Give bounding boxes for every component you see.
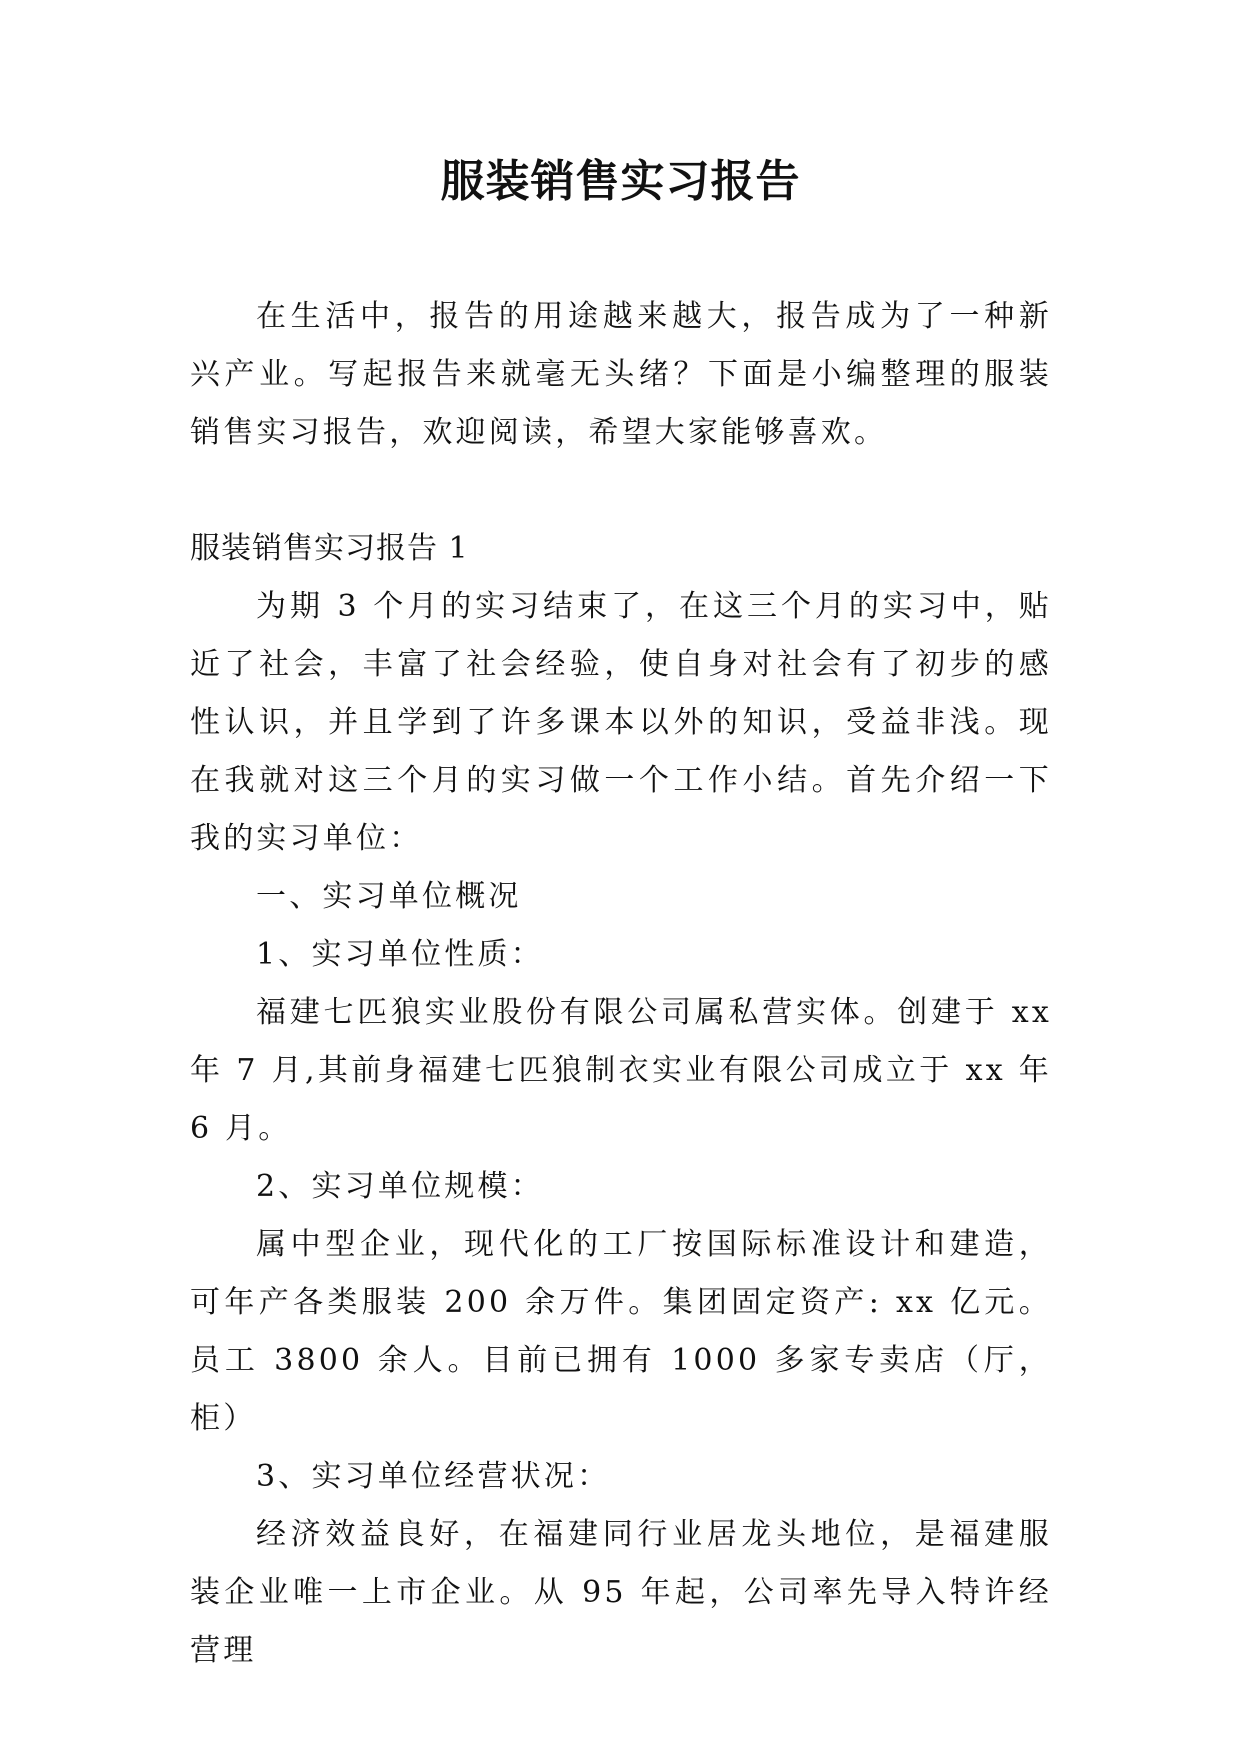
section-title: 服装销售实习报告 1 xyxy=(190,531,469,566)
document-body xyxy=(190,288,1052,1680)
subsection-heading: 3、实习单位经营状况： xyxy=(256,1459,611,1494)
body-paragraph: 为期 3 个月的实习结束了，在这三个月的实习中，贴近了社会，丰富了社会经验，使自身对社会有了初步的感性认识，并且学到了许多课本以外的知识，受益非浅。现在我就对这三个月的实习做一个工作小结。首先介绍一下我的实习单位： xyxy=(190,589,1052,856)
subsection-heading: 1、实习单位性质： xyxy=(256,937,544,972)
paragraph-spacer xyxy=(190,462,1052,520)
body-paragraph: 经济效益良好，在福建同行业居龙头地位，是福建服装企业唯一上市企业。从 95 年起，公司率先导入特许经营理 xyxy=(190,1517,1052,1668)
subsection-heading: 2、实习单位规模： xyxy=(256,1169,544,1204)
section-heading: 一、实习单位概况 xyxy=(256,879,522,914)
document-title: 服装销售实习报告 xyxy=(440,156,801,207)
body-paragraph: 福建七匹狼实业股份有限公司属私营实体。创建于 xx 年 7 月,其前身福建七匹狼制衣实业有限公司成立于 xx 年 6 月。 xyxy=(190,995,1052,1146)
intro-paragraph: 在生活中，报告的用途越来越大，报告成为了一种新兴产业。写起报告来就毫无头绪？下面是小编整理的服装销售实习报告，欢迎阅读，希望大家能够喜欢。 xyxy=(190,299,1052,450)
body-paragraph: 属中型企业，现代化的工厂按国际标准设计和建造，可年产各类服装 200 余万件。集团固定资产: xx 亿元。员工 3800 余人。目前已拥有 1000 多家专卖店（厅，柜） xyxy=(190,1227,1052,1436)
